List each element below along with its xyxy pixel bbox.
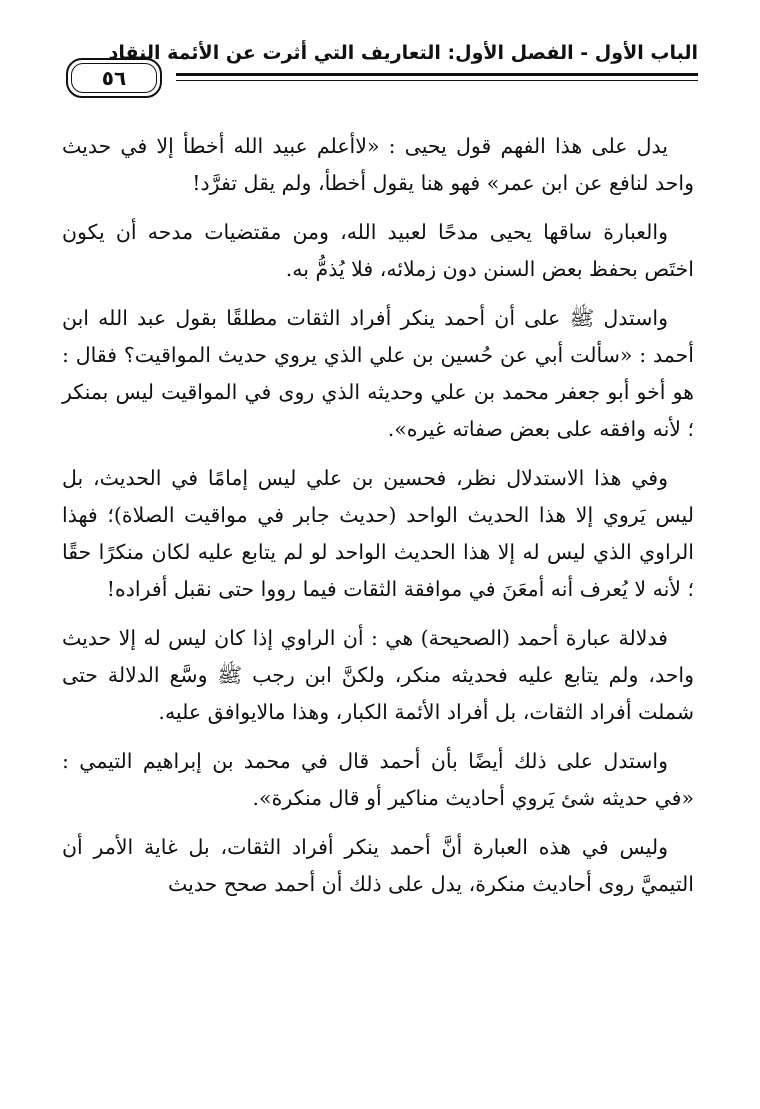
paragraph-3: واستدل ﷺ على أن أحمد ينكر أفراد الثقات مطلقًا بقول عبد الله ابن أحمد : «سألت أبي عن حُسين بن علي الذي يروي حديث المواقيت؟ فقال : هو أخو أبو جعفر محمد بن علي وحديثه الذي روى في المواقيت ليس بمنكر ؛ لأنه وافقه على بعض صفاته غيره». [62,306,694,441]
paragraph-7: وليس في هذه العبارة أنَّ أحمد ينكر أفراد الثقات، بل غاية الأمر أن التيميَّ روى أحاديث منكرة، يدل على ذلك أن أحمد صحح حديث [62,835,694,896]
paragraph-5: فدلالة عبارة أحمد (الصحيحة) هي : أن الراوي إذا كان ليس له إلا حديث واحد، ولم يتابع عليه فحديثه منكر، ولكنَّ ابن رجب ﷺ وسَّع الدلالة حتى شملت أفراد الثقات، بل أفراد الأئمة الكبار، وهذا مالايوافق عليه. [62,626,694,724]
running-header [58,40,698,90]
page-number-frame [66,58,162,98]
running-title: الباب الأول - الفصل الأول: التعاريف التي أثرت عن الأئمة النقاد [108,42,698,64]
paragraph-1: يدل على هذا الفهم قول يحيى : «لاأعلم عبيد الله أخطأ إلا في حديث واحد لنافع عن ابن عمر» فهو هنا يقول أخطأ، ولم يقل تفرَّد! [62,134,694,195]
body-text [62,128,694,913]
paragraph-6: واستدل على ذلك أيضًا بأن أحمد قال في محمد بن إبراهيم التيمي : «في حديثه شئ يَروي أحاديث مناكير أو قال منكرة». [62,749,694,810]
paragraph-4: وفي هذا الاستدلال نظر، فحسين بن علي ليس إمامًا في الحديث، بل ليس يَروي إلا هذا الحديث الواحد (حديث جابر في مواقيت الصلاة)؛ فهذا الراوي الذي ليس له إلا هذا الحديث الواحد لو لم يتابع عليه لكان منكرًا حقًا ؛ لأنه لا يُعرف أنه أمعَنَ في موافقة الثقات فيما رووا حتى نقبل أفراده! [62,466,694,601]
header-rule-thin [176,80,698,81]
paragraph-2: والعبارة ساقها يحيى مدحًا لعبيد الله، ومن مقتضيات مدحه أن يكون اختَص بحفظ بعض السنن دون زملائه، فلا يُذمُّ به. [62,220,694,281]
page-number: ٥٦ [101,66,127,90]
header-rule-thick [176,73,698,76]
